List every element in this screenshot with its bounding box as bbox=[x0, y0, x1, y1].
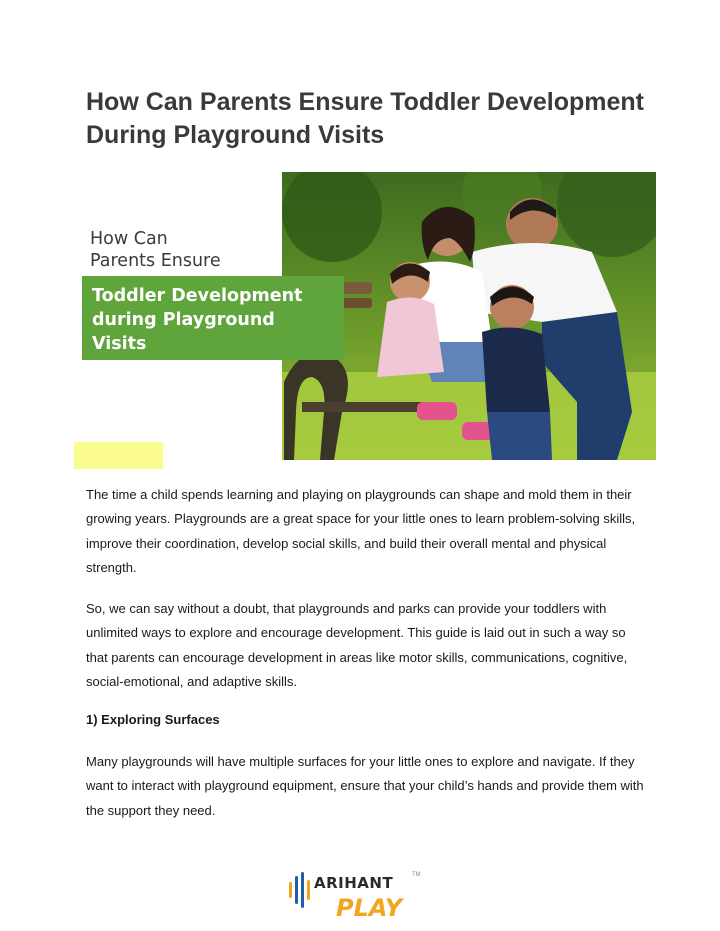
logo-wordmark: ARIHANT bbox=[314, 874, 394, 892]
section-heading: 1) Exploring Surfaces bbox=[86, 712, 220, 727]
document-title: How Can Parents Ensure Toddler Development During Playground Visits bbox=[86, 88, 644, 149]
highlight-box bbox=[74, 442, 163, 469]
overlay-line: Parents Ensure bbox=[90, 251, 221, 271]
girl-dress bbox=[377, 297, 444, 377]
boy-vest bbox=[482, 327, 550, 412]
paragraph-guide: So, we can say without a doubt, that playgrounds and parks can provide your toddlers with unlimited ways to explore and encourage development. This guide is laid out in such a way so that parents can encourage development in areas like motor skills, communications, cognitive, social-emotional, and adaptive skills. bbox=[86, 601, 628, 690]
hero-banner bbox=[72, 172, 656, 470]
overlay-line: during Playground bbox=[92, 310, 275, 330]
logo-subtext: PLAY bbox=[336, 894, 403, 922]
logo-trademark: TM bbox=[412, 872, 421, 878]
paragraph-surfaces: Many playgrounds will have multiple surfaces for your little ones to explore and navigate. If they want to interact with playground equipment, ensure that your child’s hands and provide them with the support they need. bbox=[86, 754, 644, 818]
sound-wave-icon bbox=[288, 872, 312, 908]
girl-shoes bbox=[417, 402, 457, 420]
overlay-title-plain bbox=[90, 228, 221, 272]
paragraph-intro: The time a child spends learning and playing on playgrounds can shape and mold them in their growing years. Playgrounds are a great space for your little ones to learn problem-solving skills, improve their coordination, develop social skills, and build their overall mental and physical strength. bbox=[86, 487, 636, 576]
overlay-title-green bbox=[82, 276, 344, 360]
overlay-line: Visits bbox=[92, 334, 147, 354]
arihant-play-logo bbox=[288, 868, 424, 928]
overlay-line: Toddler Development bbox=[92, 286, 303, 306]
overlay-line: How Can bbox=[90, 229, 168, 249]
